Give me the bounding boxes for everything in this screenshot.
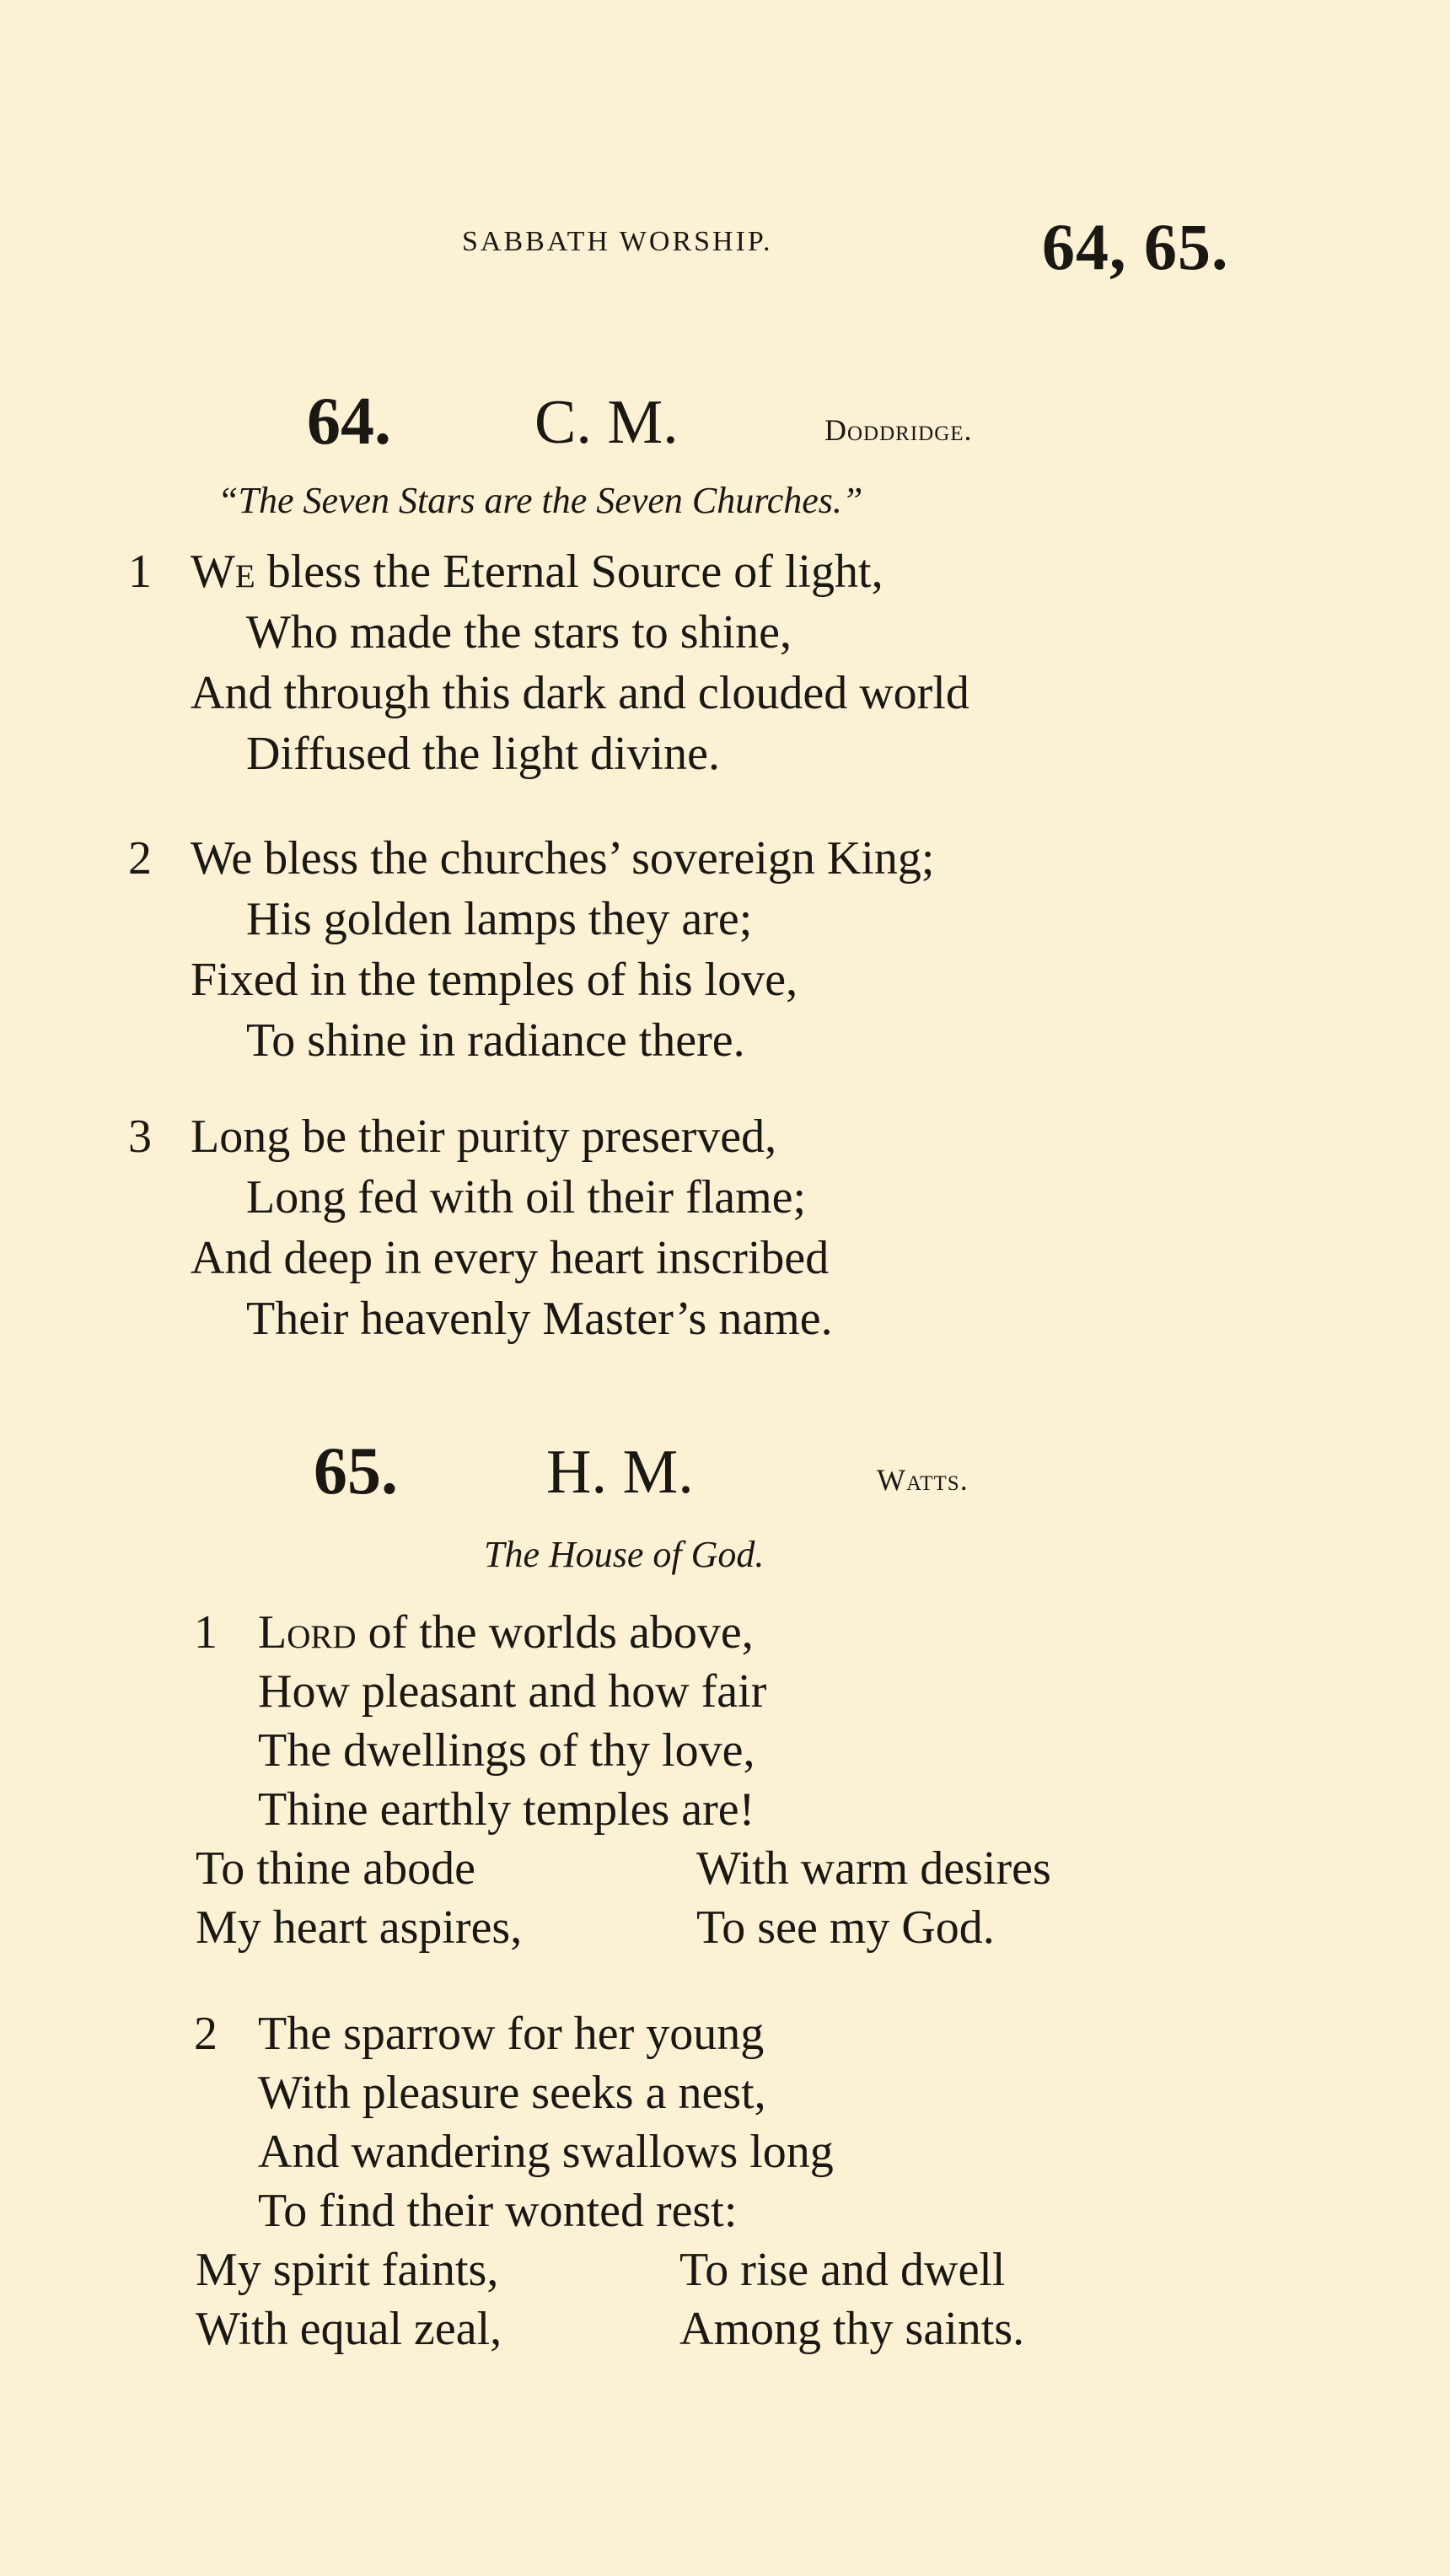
- hymn-meter: C. M.: [534, 388, 679, 457]
- verse-line: The sparrow for her young: [258, 2008, 765, 2060]
- verse-line: And deep in every heart inscribed: [191, 1232, 830, 1284]
- verse-first-word: Lord: [258, 1606, 357, 1659]
- verse-line-rest: bless the Eternal Source of light,: [255, 546, 883, 598]
- verse-number: 2: [128, 832, 152, 885]
- hymn-64-title: “The Seven Stars are the Seven Churches.”: [218, 480, 863, 521]
- verse-number: 1: [194, 1606, 218, 1659]
- verse-line: With warm desires: [696, 1842, 1051, 1895]
- verse-line: To see my God.: [696, 1901, 995, 1954]
- hymn-number: 64.: [307, 385, 391, 459]
- hymn-author: Watts.: [877, 1463, 969, 1497]
- hymn-65-heading: [0, 1433, 1450, 1509]
- verse-number: 2: [194, 2008, 218, 2060]
- hymn-64-heading: [0, 384, 1450, 460]
- hymn-number: 65.: [314, 1434, 398, 1508]
- verse-line: And wandering swallows long: [258, 2126, 834, 2178]
- verse-number: 3: [128, 1111, 152, 1163]
- verse-line: His golden lamps they are;: [246, 893, 753, 945]
- verse-line: To shine in radiance there.: [246, 1014, 745, 1067]
- verse-line: How pleasant and how fair: [258, 1665, 767, 1718]
- verse-line: [191, 546, 883, 598]
- hymn-65-title: The House of God.: [484, 1534, 765, 1575]
- verse-number: 1: [128, 546, 152, 598]
- verse-line: Fixed in the temples of his love,: [191, 954, 798, 1006]
- verse-line: My heart aspires,: [196, 1901, 523, 1954]
- verse-line: Thine earthly temples are!: [258, 1783, 755, 1836]
- verse-line: Among thy saints.: [679, 2303, 1025, 2355]
- verse-line: My spirit faints,: [196, 2244, 499, 2296]
- verse-line: Who made the stars to shine,: [246, 606, 792, 659]
- verse-line: To rise and dwell: [679, 2244, 1006, 2296]
- hymn-meter: H. M.: [546, 1438, 694, 1507]
- verse-line: With equal zeal,: [196, 2303, 502, 2355]
- verse-line: And through this dark and clouded world: [191, 667, 969, 719]
- hymn-author: Doddridge.: [824, 413, 973, 447]
- page-numbers: 64, 65.: [1042, 210, 1229, 283]
- verse-first-word: We: [191, 546, 255, 598]
- verse-line: The dwellings of thy love,: [258, 1724, 755, 1777]
- verse-line: To thine abode: [196, 1842, 475, 1895]
- verse-line: Diffused the light divine.: [246, 728, 720, 780]
- verse-line: To find their wonted rest:: [258, 2185, 738, 2237]
- running-title: SABBATH WORSHIP.: [462, 226, 773, 257]
- verse-line: We bless the churches’ sovereign King;: [191, 832, 935, 885]
- verse-line: Long fed with oil their flame;: [246, 1171, 807, 1223]
- verse-line: [258, 1606, 754, 1659]
- verse-line-rest: of the worlds above,: [356, 1606, 754, 1659]
- verse-line: With pleasure seeks a nest,: [258, 2067, 766, 2119]
- verse-line: Their heavenly Master’s name.: [246, 1293, 833, 1345]
- verse-line: Long be their purity preserved,: [191, 1111, 777, 1163]
